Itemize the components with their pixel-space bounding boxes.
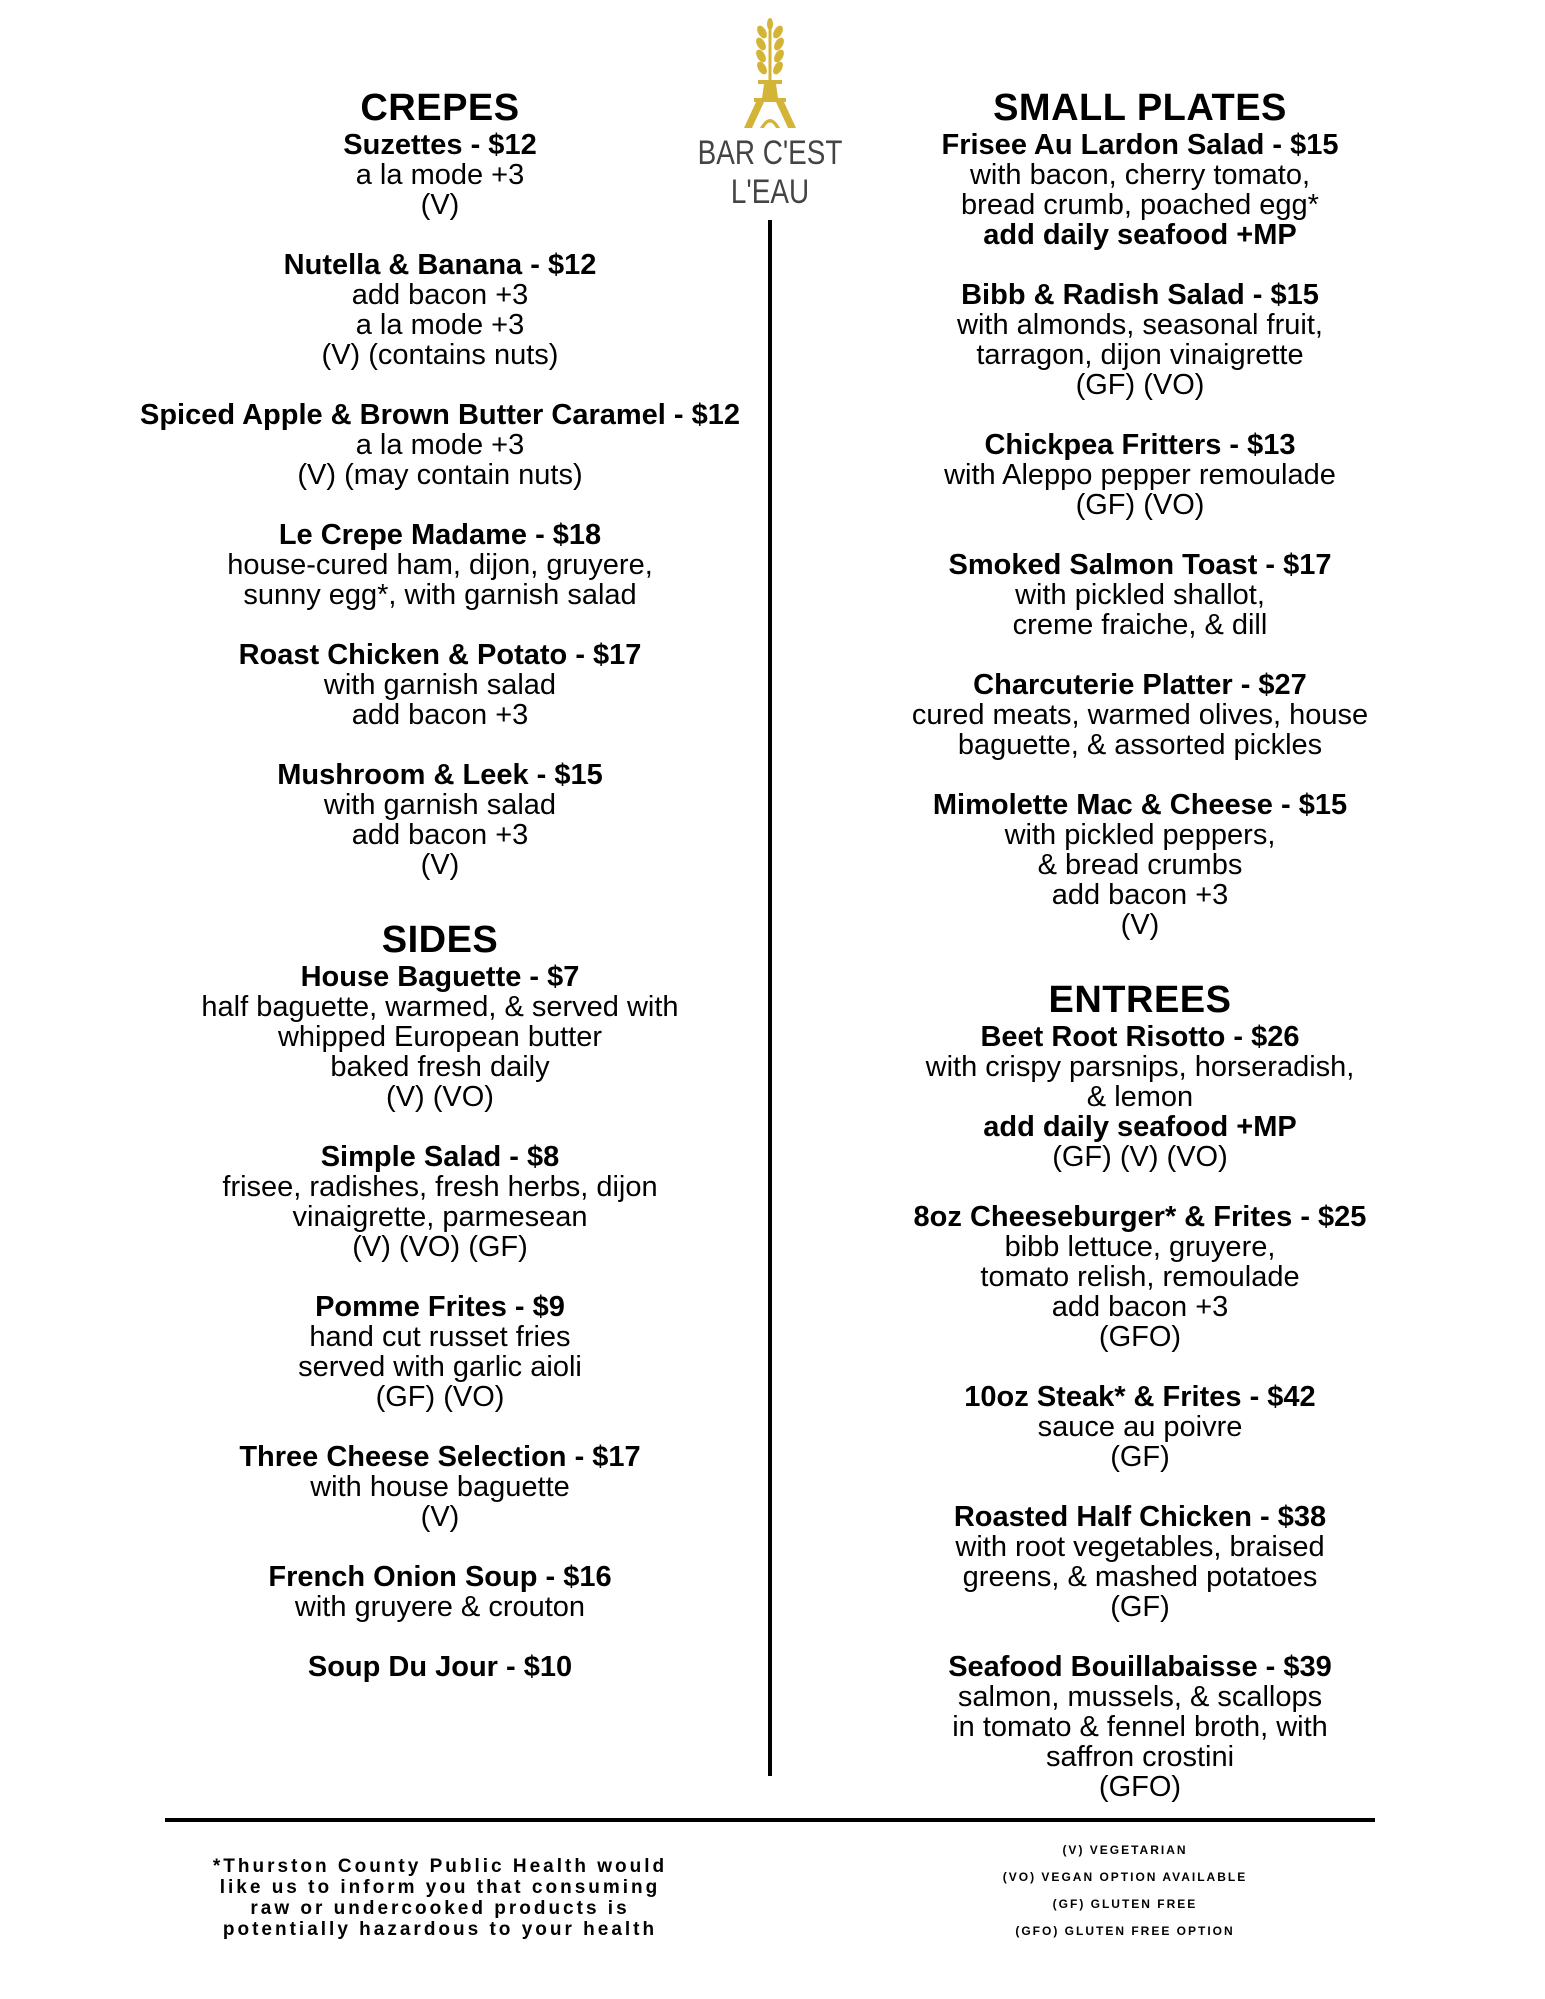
- menu-item-description: salmon, mussels, & scallops: [957, 1681, 1323, 1713]
- health-disclaimer: [180, 1856, 700, 1940]
- menu-item: [140, 130, 740, 220]
- menu-item-description: add bacon +3: [351, 699, 529, 731]
- menu-item-description: with garnish salad: [323, 669, 557, 701]
- crepes-section: [140, 86, 740, 880]
- menu-item-description: (GF): [1110, 1591, 1170, 1623]
- menu-item: [140, 1292, 740, 1412]
- column-divider: [768, 220, 772, 1776]
- menu-item-description: half baguette, warmed, & served with: [201, 991, 679, 1023]
- section-title: ENTREES: [1048, 979, 1232, 1021]
- menu-item: [840, 280, 1440, 400]
- menu-item-name: Pomme Frites - $9: [315, 1291, 565, 1323]
- menu-item-name: Seafood Bouillabaisse - $39: [948, 1651, 1332, 1683]
- menu-item-description: with pickled shallot,: [1015, 579, 1265, 611]
- menu-item: [840, 790, 1440, 940]
- menu-item-description: add bacon +3: [1051, 1291, 1229, 1323]
- menu-item: [140, 400, 740, 490]
- menu-item-description: a la mode +3: [355, 159, 525, 191]
- menu-item-description: creme fraiche, & dill: [1012, 609, 1268, 641]
- menu-item-description: in tomato & fennel broth, with: [952, 1711, 1328, 1743]
- menu-item: [840, 670, 1440, 760]
- menu-item-description: house-cured ham, dijon, gruyere,: [227, 549, 653, 581]
- menu-item-description: (GF) (VO): [1075, 369, 1205, 401]
- menu-item-name: Roasted Half Chicken - $38: [953, 1501, 1327, 1533]
- menu-item-description: add bacon +3: [351, 819, 529, 851]
- menu-item: [140, 520, 740, 610]
- menu-item: [140, 1442, 740, 1532]
- sides-section: [140, 918, 740, 1682]
- menu-item-description: (V) (may contain nuts): [297, 459, 583, 491]
- sides-items: [140, 962, 740, 1682]
- menu-item-name: Chickpea Fritters - $13: [984, 429, 1296, 461]
- menu-item: [140, 962, 740, 1112]
- menu-item-description: add bacon +3: [351, 279, 529, 311]
- menu-item: [140, 250, 740, 370]
- menu-item-name: Soup Du Jour - $10: [307, 1651, 573, 1683]
- menu-item-description: (V): [420, 849, 460, 881]
- section-title: CREPES: [360, 87, 520, 129]
- menu-item-description: (GFO): [1098, 1321, 1182, 1353]
- menu-item-name: Three Cheese Selection - $17: [239, 1441, 641, 1473]
- menu-item-description: (V) (VO) (GF): [352, 1231, 528, 1263]
- menu-item-description: (V): [420, 189, 460, 221]
- menu-item-description: tarragon, dijon vinaigrette: [976, 339, 1304, 371]
- menu-item: [840, 1382, 1440, 1472]
- entrees-items: [840, 1022, 1440, 1802]
- disclaimer-line: like us to inform you that consuming: [219, 1877, 661, 1898]
- menu-item: [140, 1652, 740, 1682]
- menu-item-name: 10oz Steak* & Frites - $42: [964, 1381, 1316, 1413]
- menu-item-description: (GF): [1110, 1441, 1170, 1473]
- menu-item-description: with garnish salad: [323, 789, 557, 821]
- menu-item-description: bibb lettuce, gruyere,: [1004, 1231, 1276, 1263]
- menu-item-description: cured meats, warmed olives, house: [911, 699, 1369, 731]
- menu-item-description: (V) (VO): [386, 1081, 494, 1113]
- small-plates-section: [840, 86, 1440, 940]
- menu-item: [140, 1562, 740, 1622]
- menu-item-name: Bibb & Radish Salad - $15: [961, 279, 1319, 311]
- menu-item: [840, 1502, 1440, 1622]
- menu-item-name: Suzettes - $12: [343, 129, 537, 161]
- menu-item-description: whipped European butter: [277, 1021, 603, 1053]
- menu-item-description: (V): [1120, 909, 1160, 941]
- menu-item: [840, 1022, 1440, 1172]
- entrees-section: [840, 978, 1440, 1802]
- menu-item-name: Mimolette Mac & Cheese - $15: [932, 789, 1348, 821]
- menu-item-description: (GF) (VO): [375, 1381, 505, 1413]
- menu-item-description: & bread crumbs: [1037, 849, 1243, 881]
- logo-text: BAR C'EST L'EAU: [697, 134, 843, 211]
- menu-item-description: saffron crostini: [1045, 1741, 1235, 1773]
- menu-item-name: Simple Salad - $8: [320, 1141, 560, 1173]
- small-plates-items: [840, 130, 1440, 940]
- menu-item-name: Smoked Salmon Toast - $17: [948, 549, 1332, 581]
- disclaimer-line: *Thurston County Public Health would: [212, 1856, 668, 1877]
- dietary-legend: [990, 1830, 1260, 1938]
- menu-item-description: baked fresh daily: [330, 1051, 550, 1083]
- menu-item-description: sauce au poivre: [1037, 1411, 1243, 1443]
- menu-item-name: French Onion Soup - $16: [268, 1561, 612, 1593]
- footer-divider: [165, 1818, 1375, 1822]
- section-title: SMALL PLATES: [993, 87, 1287, 129]
- menu-item-description: & lemon: [1086, 1081, 1194, 1113]
- menu-item: [840, 550, 1440, 640]
- menu-item-addon: add daily seafood +MP: [983, 219, 1297, 251]
- menu-item-addon: add daily seafood +MP: [983, 1111, 1297, 1143]
- right-column: [840, 86, 1440, 1832]
- menu-item-description: with pickled peppers,: [1004, 819, 1276, 851]
- legend-item: (VO) VEGAN OPTION AVAILABLE: [1002, 1870, 1248, 1884]
- menu-item-description: hand cut russet fries: [309, 1321, 571, 1353]
- menu-item-description: greens, & mashed potatoes: [962, 1561, 1318, 1593]
- menu-item-name: Frisee Au Lardon Salad - $15: [941, 129, 1339, 161]
- menu-item-description: a la mode +3: [355, 309, 525, 341]
- menu-item-name: Roast Chicken & Potato - $17: [238, 639, 642, 671]
- menu-item-description: with Aleppo pepper remoulade: [944, 459, 1336, 491]
- menu-item: [140, 760, 740, 880]
- menu-item: [840, 1202, 1440, 1352]
- menu-item-description: with house baguette: [310, 1471, 570, 1503]
- menu-item-description: baguette, & assorted pickles: [957, 729, 1323, 761]
- menu-item: [840, 130, 1440, 250]
- menu-item-name: 8oz Cheeseburger* & Frites - $25: [913, 1201, 1367, 1233]
- legend-item: (V) VEGETARIAN: [1062, 1843, 1188, 1857]
- menu-item-description: add bacon +3: [1051, 879, 1229, 911]
- menu-item-description: with gruyere & crouton: [294, 1591, 586, 1623]
- menu-item-description: sunny egg*, with garnish salad: [243, 579, 637, 611]
- eiffel-wheat-icon: [738, 18, 802, 130]
- legend-item: (GFO) GLUTEN FREE OPTION: [1015, 1924, 1235, 1938]
- menu-item-description: (V): [420, 1501, 460, 1533]
- disclaimer-line: potentially hazardous to your health: [222, 1919, 658, 1940]
- left-column: [140, 86, 740, 1712]
- menu-item-description: with almonds, seasonal fruit,: [957, 309, 1323, 341]
- menu-item-description: (V) (contains nuts): [321, 339, 559, 371]
- menu-item-name: Beet Root Risotto - $26: [980, 1021, 1300, 1053]
- menu-item: [140, 640, 740, 730]
- menu-item-description: with root vegetables, braised: [955, 1531, 1325, 1563]
- menu-item-description: tomato relish, remoulade: [980, 1261, 1300, 1293]
- menu-item-name: Mushroom & Leek - $15: [277, 759, 603, 791]
- menu-item: [140, 1142, 740, 1262]
- menu-item-name: Nutella & Banana - $12: [283, 249, 597, 281]
- section-title: SIDES: [381, 919, 499, 961]
- menu-item-description: a la mode +3: [355, 429, 525, 461]
- menu-item-name: Le Crepe Madame - $18: [278, 519, 602, 551]
- menu-item-description: (GFO): [1098, 1771, 1182, 1803]
- menu-item: [840, 1652, 1440, 1802]
- menu-item-description: frisee, radishes, fresh herbs, dijon: [222, 1171, 658, 1203]
- menu-item: [840, 430, 1440, 520]
- menu-item-description: (GF) (VO): [1075, 489, 1205, 521]
- menu-item-description: with crispy parsnips, horseradish,: [925, 1051, 1355, 1083]
- disclaimer-line: raw or undercooked products is: [250, 1898, 630, 1919]
- crepes-items: [140, 130, 740, 880]
- menu-item-description: bread crumb, poached egg*: [961, 189, 1319, 221]
- menu-item-description: served with garlic aioli: [298, 1351, 582, 1383]
- menu-item-name: Spiced Apple & Brown Butter Caramel - $12: [140, 399, 741, 431]
- menu-item-description: (GF) (V) (VO): [1052, 1141, 1228, 1173]
- menu-item-description: vinaigrette, parmesean: [292, 1201, 588, 1233]
- menu-item-name: Charcuterie Platter - $27: [973, 669, 1307, 701]
- menu-item-name: House Baguette - $7: [300, 961, 580, 993]
- legend-item: (GF) GLUTEN FREE: [1052, 1897, 1198, 1911]
- menu-item-description: with bacon, cherry tomato,: [969, 159, 1311, 191]
